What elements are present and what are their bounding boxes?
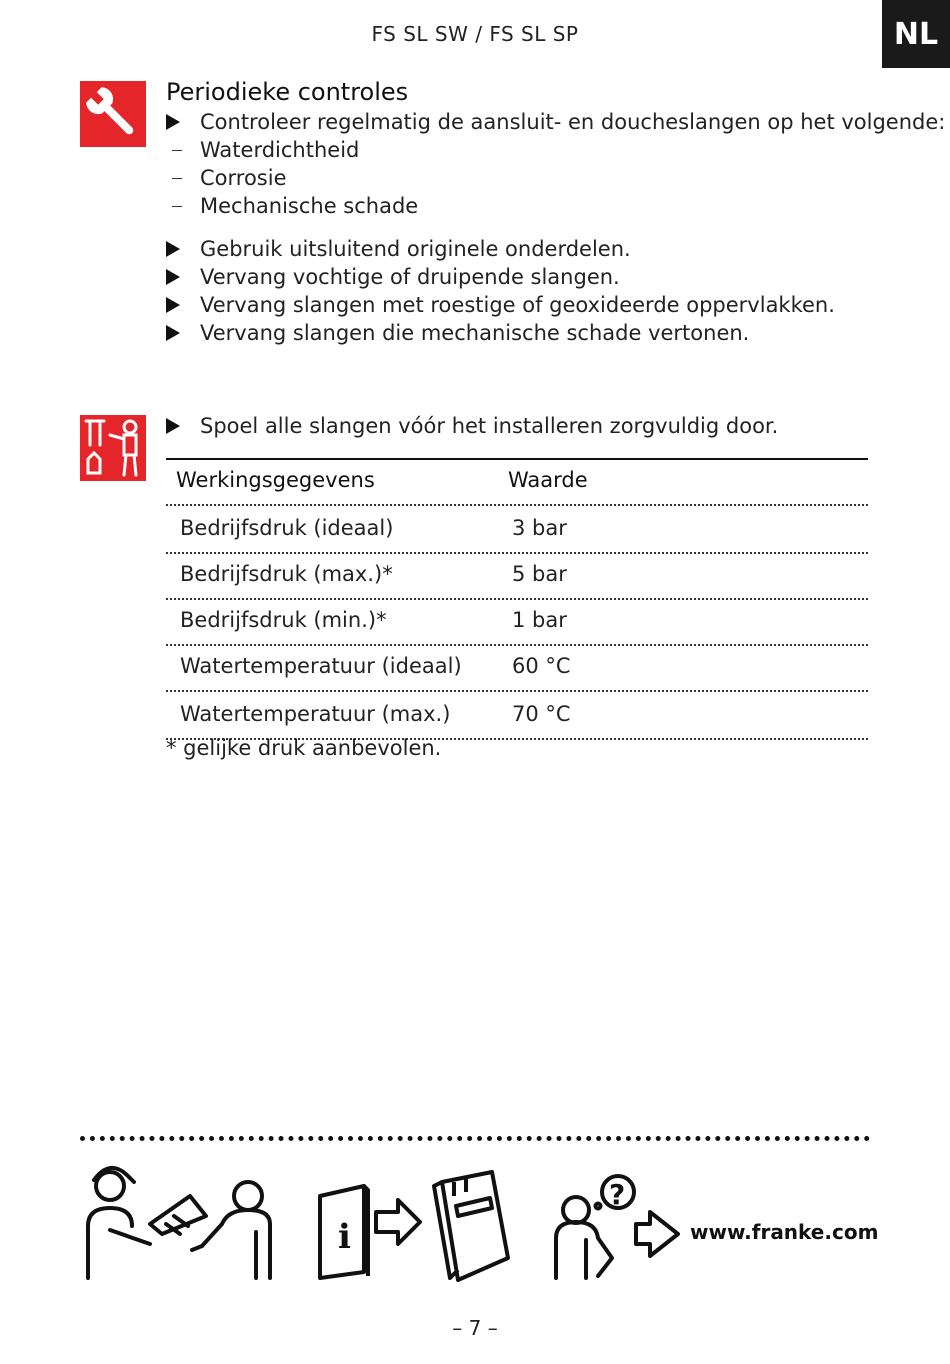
person-question-icon [552, 1170, 684, 1280]
bullet-arrow-icon [166, 325, 180, 341]
table-cell-value: 5 bar [512, 562, 567, 586]
table-cell-value: 60 °C [512, 654, 571, 678]
table-header-value: Waarde [508, 468, 588, 492]
document-model-title: FS SL SW / FS SL SP [371, 22, 579, 46]
wrench-icon [80, 81, 146, 147]
table-header-parameter: Werkingsgegevens [176, 468, 375, 492]
list-item: Vervang slangen met roestige of geoxideerde oppervlakken. [166, 293, 835, 317]
table-row [166, 692, 868, 740]
table-cell-value: 3 bar [512, 516, 567, 540]
table-row [166, 552, 868, 600]
table-cell-value: 1 bar [512, 608, 567, 632]
svg-text:?: ? [609, 1178, 626, 1211]
manual-icon [316, 1166, 516, 1286]
list-item: Mechanische schade [166, 194, 418, 218]
technician-handover-icon [80, 1160, 280, 1290]
list-item: Spoel alle slangen vóór het installeren zorgvuldig door. [166, 414, 778, 438]
page-number: – 7 – [452, 1316, 498, 1340]
table-cell-parameter: Bedrijfsdruk (min.)* [180, 608, 387, 632]
footer-dotted-rule [80, 1136, 870, 1141]
bullet-arrow-icon [166, 269, 180, 285]
dash-marker [172, 150, 182, 151]
table-cell-parameter: Watertemperatuur (ideaal) [180, 654, 462, 678]
dash-marker [172, 178, 182, 179]
list-item: Vervang slangen die mechanische schade vertonen. [166, 321, 749, 345]
table-row [166, 506, 868, 554]
table-cell-parameter: Bedrijfsdruk (ideaal) [180, 516, 394, 540]
table-row [166, 598, 868, 646]
list-item: Corrosie [166, 166, 287, 190]
list-item: Vervang vochtige of druipende slangen. [166, 265, 620, 289]
dash-marker [172, 206, 182, 207]
table-cell-parameter: Watertemperatuur (max.) [180, 702, 451, 726]
table-cell-parameter: Bedrijfsdruk (max.)* [180, 562, 393, 586]
list-item: Gebruik uitsluitend originele onderdelen. [166, 237, 631, 261]
list-item: Controleer regelmatig de aansluit- en doucheslangen op het volgende: [166, 110, 945, 134]
table-row [166, 644, 868, 692]
website-link[interactable]: www.franke.com [690, 1220, 879, 1244]
language-badge: NL [882, 0, 950, 68]
bullet-arrow-icon [166, 297, 180, 313]
list-item: Waterdichtheid [166, 138, 359, 162]
table-footnote: * gelijke druk aanbevolen. [166, 736, 442, 760]
table-cell-value: 70 °C [512, 702, 571, 726]
bullet-arrow-icon [166, 114, 180, 130]
svg-text:i: i [338, 1217, 351, 1257]
installer-icon [80, 415, 146, 481]
bullet-arrow-icon [166, 418, 180, 434]
table-top-rule [166, 458, 868, 460]
section-heading: Periodieke controles [166, 78, 409, 106]
bullet-arrow-icon [166, 241, 180, 257]
